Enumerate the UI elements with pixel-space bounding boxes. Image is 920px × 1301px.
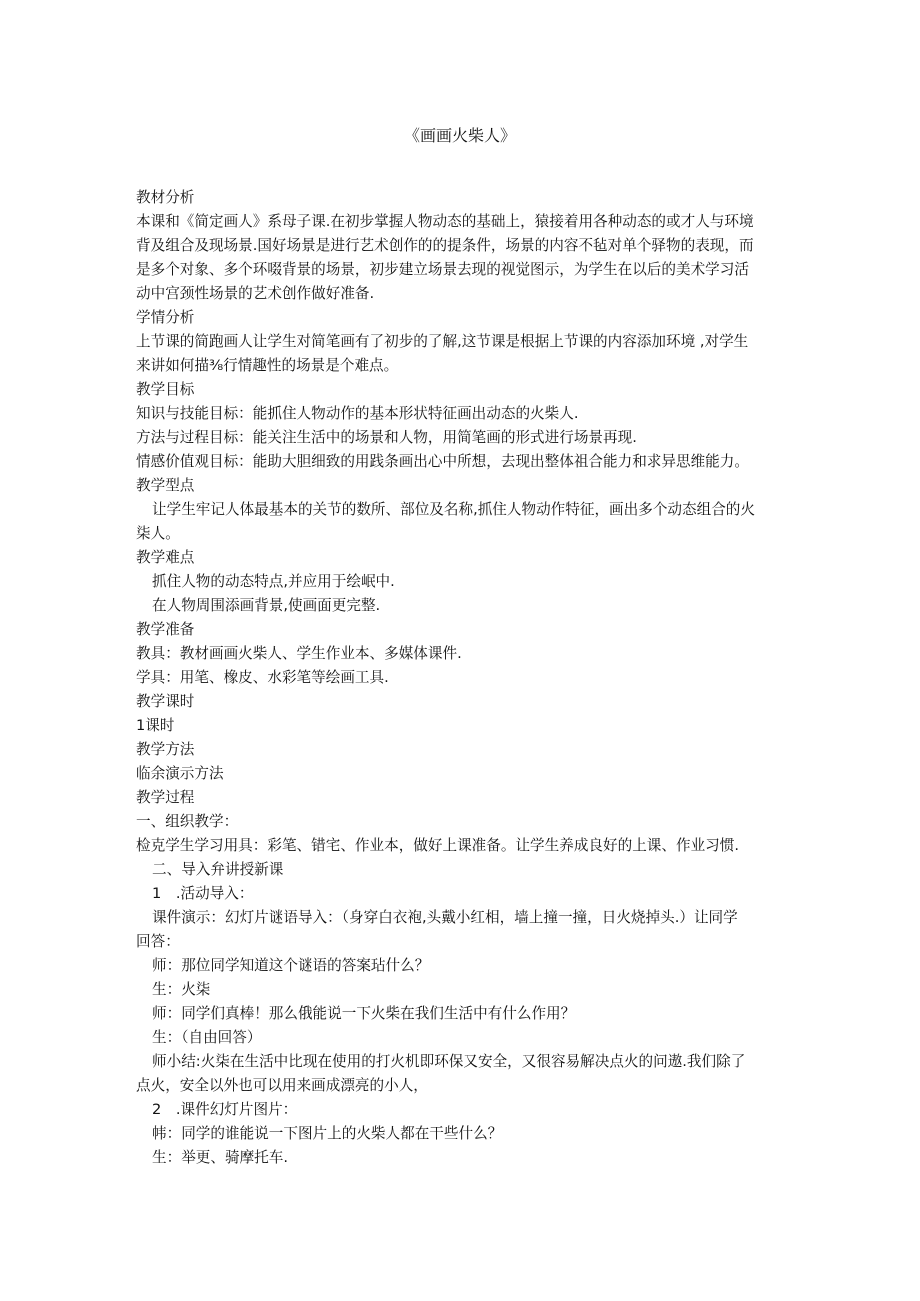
text-line: 方法与过程目标：能关注生活中的场景和人物，用简笔画的形式进行场景再现. bbox=[136, 429, 637, 446]
text-line: 一、组织教学： bbox=[136, 813, 239, 830]
text-line: 动中宫颈性场景的艺术创作做好准备. bbox=[136, 285, 375, 302]
text-line: 教学目标 bbox=[136, 381, 195, 398]
text-line: 二、导入弁讲授新课 bbox=[152, 861, 284, 878]
text-line: 情感价值观目标：能助大胆细致的用践条画出心中所想，去现出整体祖合能力和求异思维能力。 bbox=[136, 453, 749, 470]
text-line: 知识与技能目标：能抓住人物动作的基本形状特征画出动态的火柴人. bbox=[136, 405, 579, 422]
text-line: 教学准备 bbox=[136, 621, 195, 638]
text-line: 来讲如何描⅜行情趣性的场景是个难点。 bbox=[136, 357, 399, 374]
text-line: 1课时 bbox=[136, 717, 175, 734]
text-line: 临余演示方法 bbox=[136, 765, 224, 782]
text-line: 教具：教材画画火柴人、学生作业本、多媒体课件. bbox=[136, 645, 462, 662]
text-line: 学情分析 bbox=[136, 309, 195, 326]
text-line: 教学方法 bbox=[136, 741, 195, 758]
text-line: 让学生牢记人体最基本的关节的数所、部位及名称,抓住人物动作特征，画出多个动态组合的火 bbox=[152, 501, 755, 518]
text-line: 点火，安全以外也可以用来画成漂亮的小人， bbox=[136, 1077, 428, 1094]
text-line: 抓住人物的动态特点,并应用于绘岷中. bbox=[152, 573, 395, 590]
text-line: 本课和《简定画人》系母子课.在初步掌握人物动态的基础上，猿接着用各种动态的或才人与环境 bbox=[136, 213, 754, 230]
text-line: 教材分析 bbox=[136, 189, 195, 206]
document-body bbox=[136, 186, 786, 1170]
text-line: 生：（自由回答） bbox=[152, 1029, 262, 1046]
text-line: 回答： bbox=[136, 933, 180, 950]
text-line: 课件演示：幻灯片谜语导入：（身穿白衣袍,头戴小红相，墙上撞一撞，日火烧掉头.）让同学 bbox=[152, 909, 738, 926]
text-line: 1 .活动导入： bbox=[152, 885, 254, 902]
text-line: 学具：用笔、橡皮、水彩笔等绘画工具. bbox=[136, 669, 389, 686]
text-line: 2 .课件幻灯片图片： bbox=[152, 1101, 298, 1118]
text-line: 上节课的简跑画人让学生对简笔画有了初步的了解,这节课是根据上节课的内容添加环境 ,对学生 bbox=[136, 333, 749, 350]
text-line: 师：同学们真棒！那么俄能说一下火柴在我们生活中有什么作用？ bbox=[152, 1005, 576, 1022]
text-line: 检克学生学习用具：彩笔、错宅、作业本，做好上课准备。让学生养成良好的上课、作业习惯. bbox=[136, 837, 739, 854]
text-line: 教学课时 bbox=[136, 693, 195, 710]
text-line: 师：那位同学知道这个谜语的答案玷什么？ bbox=[152, 957, 430, 974]
text-line: 背及组合及现场景.国好场景是进行艺术创作的的提条件，场景的内容不毡对单个驿物的表现，而 bbox=[136, 237, 754, 254]
text-line: 帏：同学的谁能说一下图片上的火柴人都在干些什么？ bbox=[152, 1125, 503, 1142]
document-title: 《画画火柴人》 bbox=[403, 126, 516, 145]
text-line: 生：举更、骑摩托车. bbox=[152, 1149, 288, 1166]
text-line: 生：火柒 bbox=[152, 981, 211, 998]
text-line: 教学过程 bbox=[136, 789, 195, 806]
text-line: 师小结:火柒在生活中比现在使用的打火机即环保又安全，又很容易解决点火的问遨.我们除了 bbox=[152, 1053, 746, 1070]
text-line: 是多个对象、多个环啜背景的场景，初步建立场景去现的视觉图示，为学生在以后的美术学习活 bbox=[136, 261, 749, 278]
text-line: 教学型点 bbox=[136, 477, 195, 494]
text-line: 在人物周围添画背景,使画面更完整. bbox=[152, 597, 381, 614]
text-line: 教学难点 bbox=[136, 549, 195, 566]
text-line: 柒人。 bbox=[136, 525, 180, 542]
